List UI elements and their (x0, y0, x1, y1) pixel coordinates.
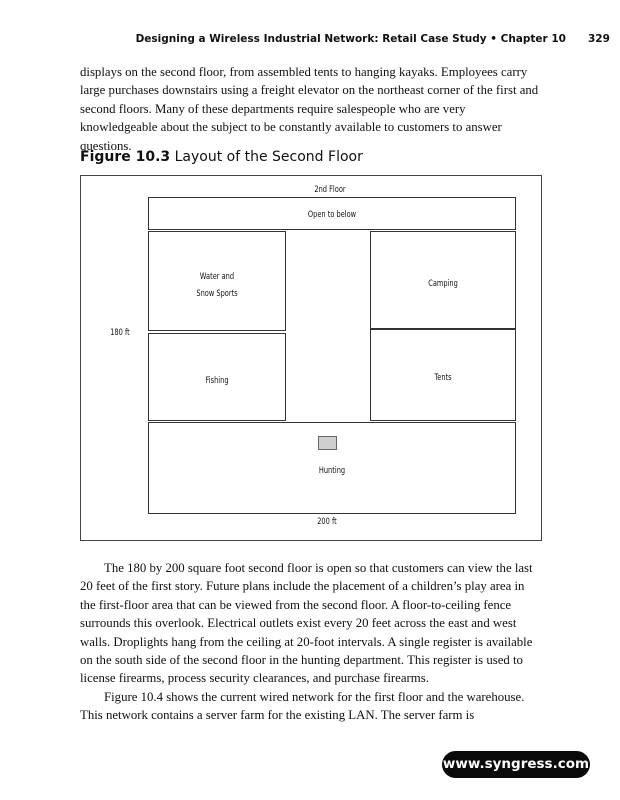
publisher-url-badge: www.syngress.com (442, 751, 590, 778)
figure-number: Figure 10.3 (80, 149, 171, 165)
room-label-line: Snow Sports (196, 289, 238, 299)
register-marker (318, 436, 337, 450)
room-label: Tents (434, 373, 452, 383)
room-label: Camping (428, 279, 458, 289)
open-to-below-area (148, 197, 516, 230)
paragraph: The 180 by 200 square foot second floor is open so that customers can view the last 20 feet of the first story. Future plans include the placement of a children’s play area in the first-floor area that can be viewed from the second floor. A floor-to-ceiling fence surrounds this overlook. Electrical outlets exist every 20 feet across the east and west walls. Droplights hang from the ceiling at 20-foot intervals. A single register is available on the south side of the second floor in the hunting department. This register is used to license firearms, process security clearances, and purchase firearms. (80, 561, 533, 686)
room-water-snow-sports (148, 231, 286, 331)
body-text-top (80, 63, 540, 155)
room-camping (370, 231, 516, 329)
paragraph: Figure 10.4 shows the current wired network for the first floor and the warehouse. This network contains a server farm for the existing LAN. The server farm is (80, 689, 525, 723)
open-area-label: Open to below (307, 210, 357, 220)
figure-caption (80, 149, 363, 165)
floor-title: 2nd Floor (314, 185, 346, 195)
body-text-bottom (80, 559, 540, 725)
figure-title: Layout of the Second Floor (174, 149, 363, 165)
page-number: 329 (588, 33, 610, 45)
room-label: Hunting (318, 466, 346, 476)
room-label: Fishing (205, 376, 229, 386)
room-tents (370, 329, 516, 421)
room-fishing (148, 333, 286, 421)
dimension-width: 200 ft (317, 517, 337, 527)
dimension-height: 180 ft (110, 328, 130, 338)
paragraph: displays on the second floor, from assembled tents to hanging kayaks. Employees carry large purchases downstairs using a freight elevator on the northeast corner of the first and second floors. Many of these departments require salespeople who are very knowledgeable about the subject to be constantly available to customers to answer questions. (80, 65, 539, 153)
running-title: Designing a Wireless Industrial Network: Retail Case Study • Chapter 10 (135, 33, 566, 45)
room-label-line: Water and (199, 272, 235, 282)
running-header (0, 33, 610, 45)
